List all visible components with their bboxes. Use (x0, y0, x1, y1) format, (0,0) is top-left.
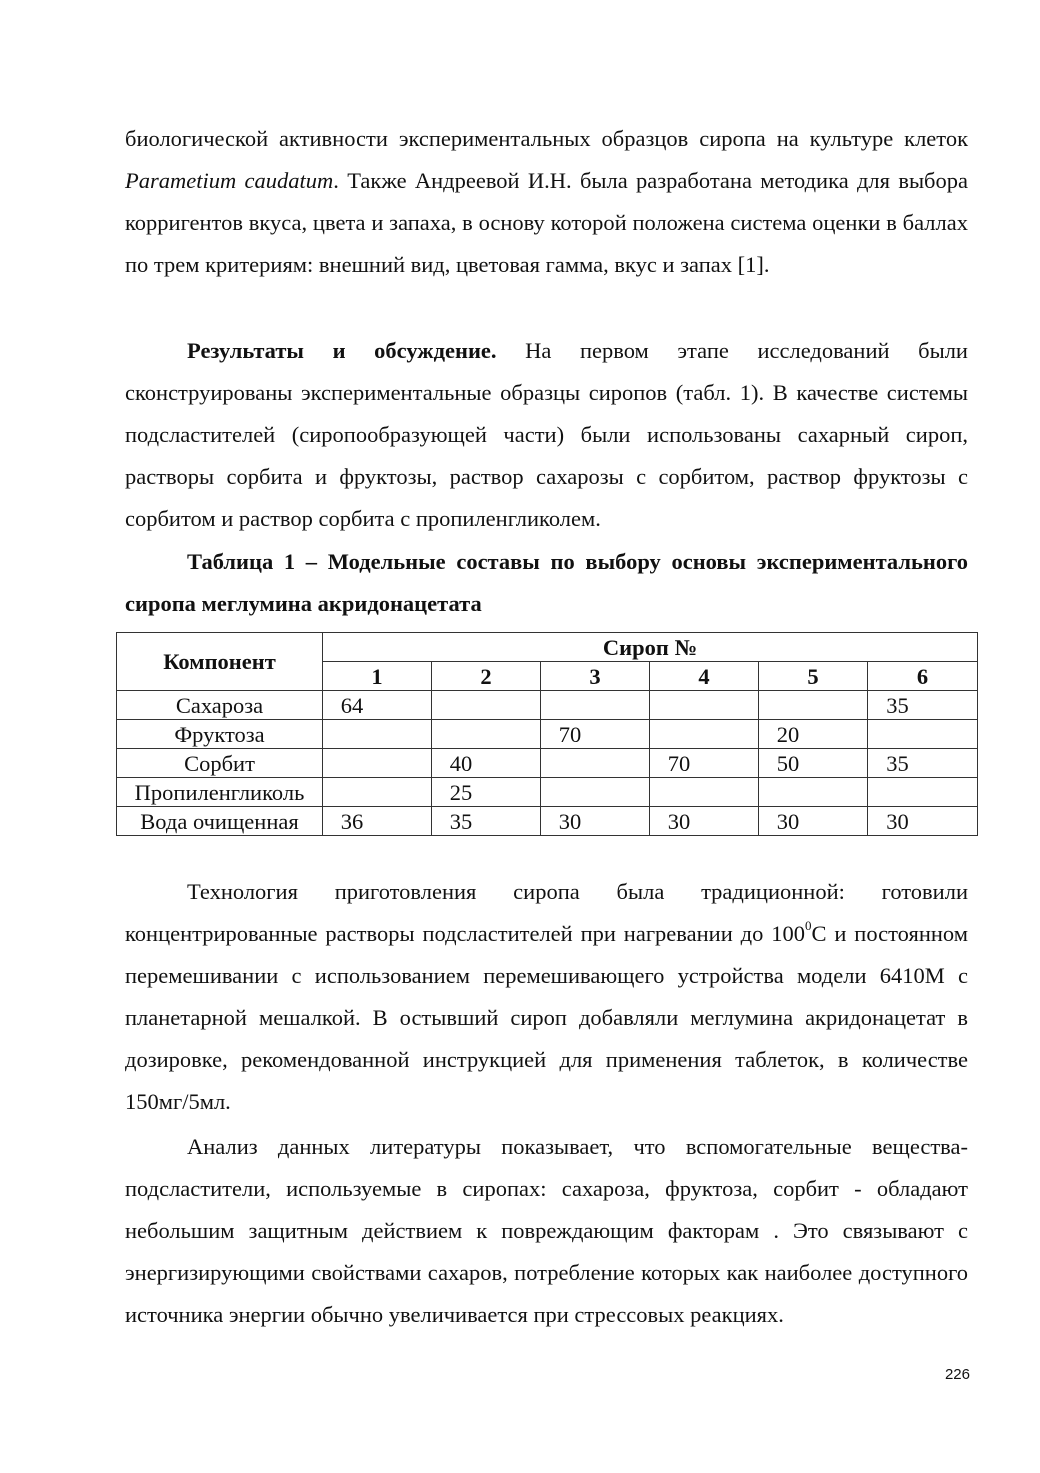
component-header: Компонент (117, 633, 323, 691)
table-cell (323, 720, 432, 749)
table-caption: Таблица 1 – Модельные составы по выбору основы экспериментального сиропа меглумина акридонацетата (125, 549, 968, 616)
table-cell (541, 691, 650, 720)
table-cell: 64 (323, 691, 432, 720)
table-cell: 70 (541, 720, 650, 749)
table-cell (868, 778, 978, 807)
table-cell: 35 (868, 749, 978, 778)
table-row (117, 778, 978, 807)
table-cell (759, 778, 868, 807)
table-header-row (117, 633, 978, 662)
syrup-col-6: 6 (868, 662, 978, 691)
table-cell: 35 (868, 691, 978, 720)
table-cell: 70 (650, 749, 759, 778)
table-cell (541, 778, 650, 807)
table-cell: 25 (432, 778, 541, 807)
syrup-number-header: Сироп № (323, 633, 978, 662)
table-cell (541, 749, 650, 778)
page-number: 226 (944, 1366, 970, 1383)
table-cell (432, 691, 541, 720)
paragraph-technology-start: Технология приготовления сиропа была традиционной: готовили концентрированные растворы подсластителей при нагревании до 100 (125, 879, 968, 946)
table-cell (432, 720, 541, 749)
paragraph-results-text: На первом этапе исследований были сконструированы экспериментальные образцы сиропов (табл. 1). В качестве системы подсластителей (сиропообразующей части) были использованы сахарный сироп, растворы сорбита и фруктозы, раствор сахарозы с сорбитом, раствор фруктозы с сорбитом и раствор сорбита с пропиленгликолем. (125, 338, 968, 531)
table-cell: 20 (759, 720, 868, 749)
table-cell: 36 (323, 807, 432, 836)
table-cell: 30 (868, 807, 978, 836)
component-name: Сорбит (117, 749, 323, 778)
syrup-col-1: 1 (323, 662, 432, 691)
paragraph-intro-end: . Также Андреевой И.Н. была разработана методика для выбора корригентов вкуса, цвета и запаха, в основу которой положена система оценки в баллах по трем критериям: внешний вид, цветовая гамма, вкус и запах [1]. (125, 168, 968, 277)
table-cell (650, 720, 759, 749)
table-row (117, 807, 978, 836)
table-cell (650, 778, 759, 807)
component-name: Пропиленгликоль (117, 778, 323, 807)
syrup-col-4: 4 (650, 662, 759, 691)
table-cell (323, 778, 432, 807)
component-name: Фруктоза (117, 720, 323, 749)
paragraph-technology (125, 871, 968, 1123)
table-cell: 35 (432, 807, 541, 836)
table-cell (323, 749, 432, 778)
table-cell (759, 691, 868, 720)
table-cell: 30 (759, 807, 868, 836)
table-cell: 30 (650, 807, 759, 836)
syrup-col-5: 5 (759, 662, 868, 691)
table-cell: 40 (432, 749, 541, 778)
table-row (117, 749, 978, 778)
table-cell: 50 (759, 749, 868, 778)
syrup-col-3: 3 (541, 662, 650, 691)
paragraph-analysis: Анализ данных литературы показывает, что вспомогательные вещества-подсластители, используемые в сиропах: сахароза, фруктоза, сорбит - обладают небольшим защитным действием к повреждающим факторам . Это связывают с энергизирующими свойствами сахаров, потребление которых как наиболее доступного источника энергии обычно увеличивается при стрессовых реакциях. (125, 1134, 968, 1327)
degree-superscript: 0 (804, 917, 812, 933)
table-cell (868, 720, 978, 749)
table-row (117, 720, 978, 749)
syrup-col-2: 2 (432, 662, 541, 691)
table-cell: 30 (541, 807, 650, 836)
component-name: Вода очищенная (117, 807, 323, 836)
paragraph-intro-start: биологической активности экспериментальных образцов сиропа на культуре клеток (125, 126, 968, 151)
paragraph-results (125, 330, 968, 540)
paragraph-intro (125, 118, 968, 286)
paragraph-technology-end: С и постоянном перемешивании с использованием перемешивающего устройства модели 6410М с планетарной мешалкой. В остывший сироп добавляли меглумина акридонацетат в дозировке, рекомендованной инструкцией для применения таблеток, в количестве 150мг/5мл. (125, 921, 968, 1114)
component-name: Сахароза (117, 691, 323, 720)
syrup-composition-table (116, 632, 978, 836)
species-name: Parametium caudatum (125, 168, 334, 193)
results-heading: Результаты и обсуждение. (187, 338, 497, 363)
table-row (117, 691, 978, 720)
table-cell (650, 691, 759, 720)
